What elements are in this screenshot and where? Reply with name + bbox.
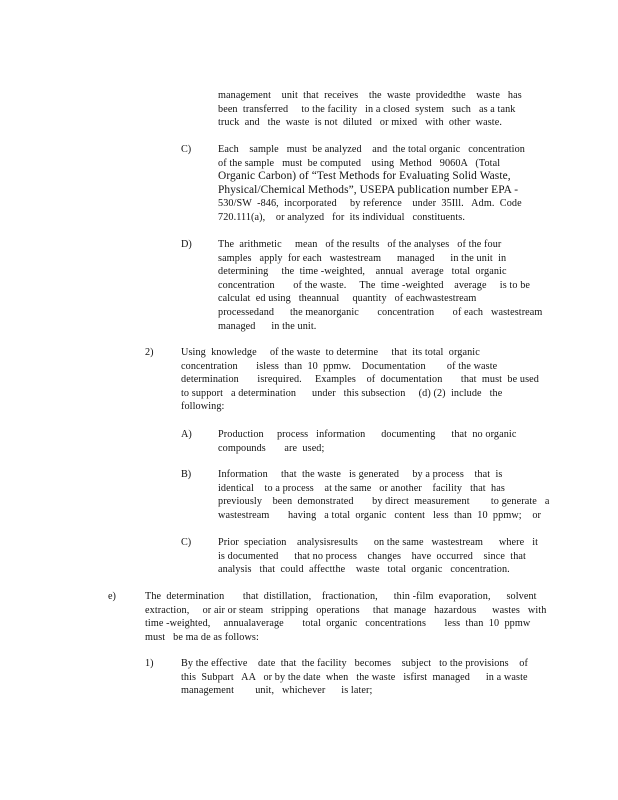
paragraph-a-production-info [218,428,531,455]
text-line: Organic Carbon) of “Test Methods for Evaluating Solid Waste, [218,170,511,183]
text-line: Physical/Chemical Methods”, USEPA publication number EPA - [218,183,519,196]
item-label-a: A) [181,429,192,440]
text-line: samples apply for each wastestream managed in the unit in [218,252,507,264]
item-label-e: e) [108,591,116,602]
text-line: management unit that receives the waste providedthe waste has [218,90,522,101]
text-line: 530/SW -846, incorporated by reference under 35Ill. Adm. Code [218,198,522,210]
text-line: Prior speciation analysisresults on the same wastestream where it [218,537,539,548]
item-label-d: D) [181,239,192,250]
text-line: The arithmetic mean of the results of the analyses of the four [218,239,502,250]
item-label-b: B) [181,469,192,480]
text-line: Information that the waste is generated by a process that is [218,469,503,480]
text-line: of the sample must be computed using Method 9060A (Total [218,157,501,169]
text-line: management unit, whichever is later; [181,685,373,697]
text-line: following: [181,401,225,413]
text-line: analysis that could affectthe waste total organic concentration. [218,564,510,576]
text-line: Each sample must be analyzed and the total organic concentration [218,144,525,155]
text-line: Production process information documenting that no organic [218,429,517,440]
text-line: been transferred to the facility in a closed system such as a tank [218,103,516,115]
item-label-2: 2) [145,347,154,358]
text-line: determining the time -weighted, annual average total organic [218,266,507,278]
paragraph-continuation [218,89,531,130]
text-line: concentration of the waste. The time -weighted average is to be [218,279,531,291]
text-line: time -weighted, annualaverage total organic concentrations less than 10 ppmw [145,618,531,630]
text-line: previously been demonstrated by direct measurement to generate a [218,496,550,508]
paragraph-2-knowledge [181,346,539,414]
text-line: managed in the unit. [218,320,317,332]
paragraph-1-effective-date [181,657,541,698]
text-line: 720.111(a), or analyzed for its individual constituents. [218,211,465,223]
text-line: concentration isless than 10 ppmw. Documentation of the waste [181,360,498,372]
text-line: Using knowledge of the waste to determine that its total organic [181,347,480,358]
text-line: this Subpart AA or by the date when the waste isfirst managed in a waste [181,671,528,683]
paragraph-c-prior-speciation [218,536,539,577]
text-line: wastestream having a total organic content less than 10 ppmw; or [218,509,542,521]
item-label-c-second: C) [181,537,192,548]
paragraph-b-information [218,468,550,522]
paragraph-e-determination [145,590,547,644]
paragraph-c-sample-analysis [218,143,531,225]
text-line: determination isrequired. Examples of documentation that must be used [181,374,539,386]
paragraph-d-arithmetic-mean [218,238,543,333]
text-line: calculat ed using theannual quantity of eachwastestream [218,293,477,305]
text-line: must be ma de as follows: [145,631,259,643]
item-label-1: 1) [145,658,154,669]
text-line: is documented that no process changes have occurred since that [218,550,526,562]
text-line: compounds are used; [218,442,325,454]
text-line: The determination that distillation, fractionation, thin -film evaporation, solvent [145,591,537,602]
text-line: identical to a process at the same or another facility that has [218,482,505,494]
text-line: processedand the meanorganic concentration of each wastestream [218,306,543,318]
text-line: extraction, or air or steam stripping operations that manage hazardous wastes with [145,604,547,616]
text-line: truck and the waste is not diluted or mixed with other waste. [218,117,503,129]
item-label-c: C) [181,144,192,155]
text-line: to support a determination under this subsection (d) (2) include the [181,387,503,399]
text-line: By the effective date that the facility becomes subject to the provisions of [181,658,528,669]
